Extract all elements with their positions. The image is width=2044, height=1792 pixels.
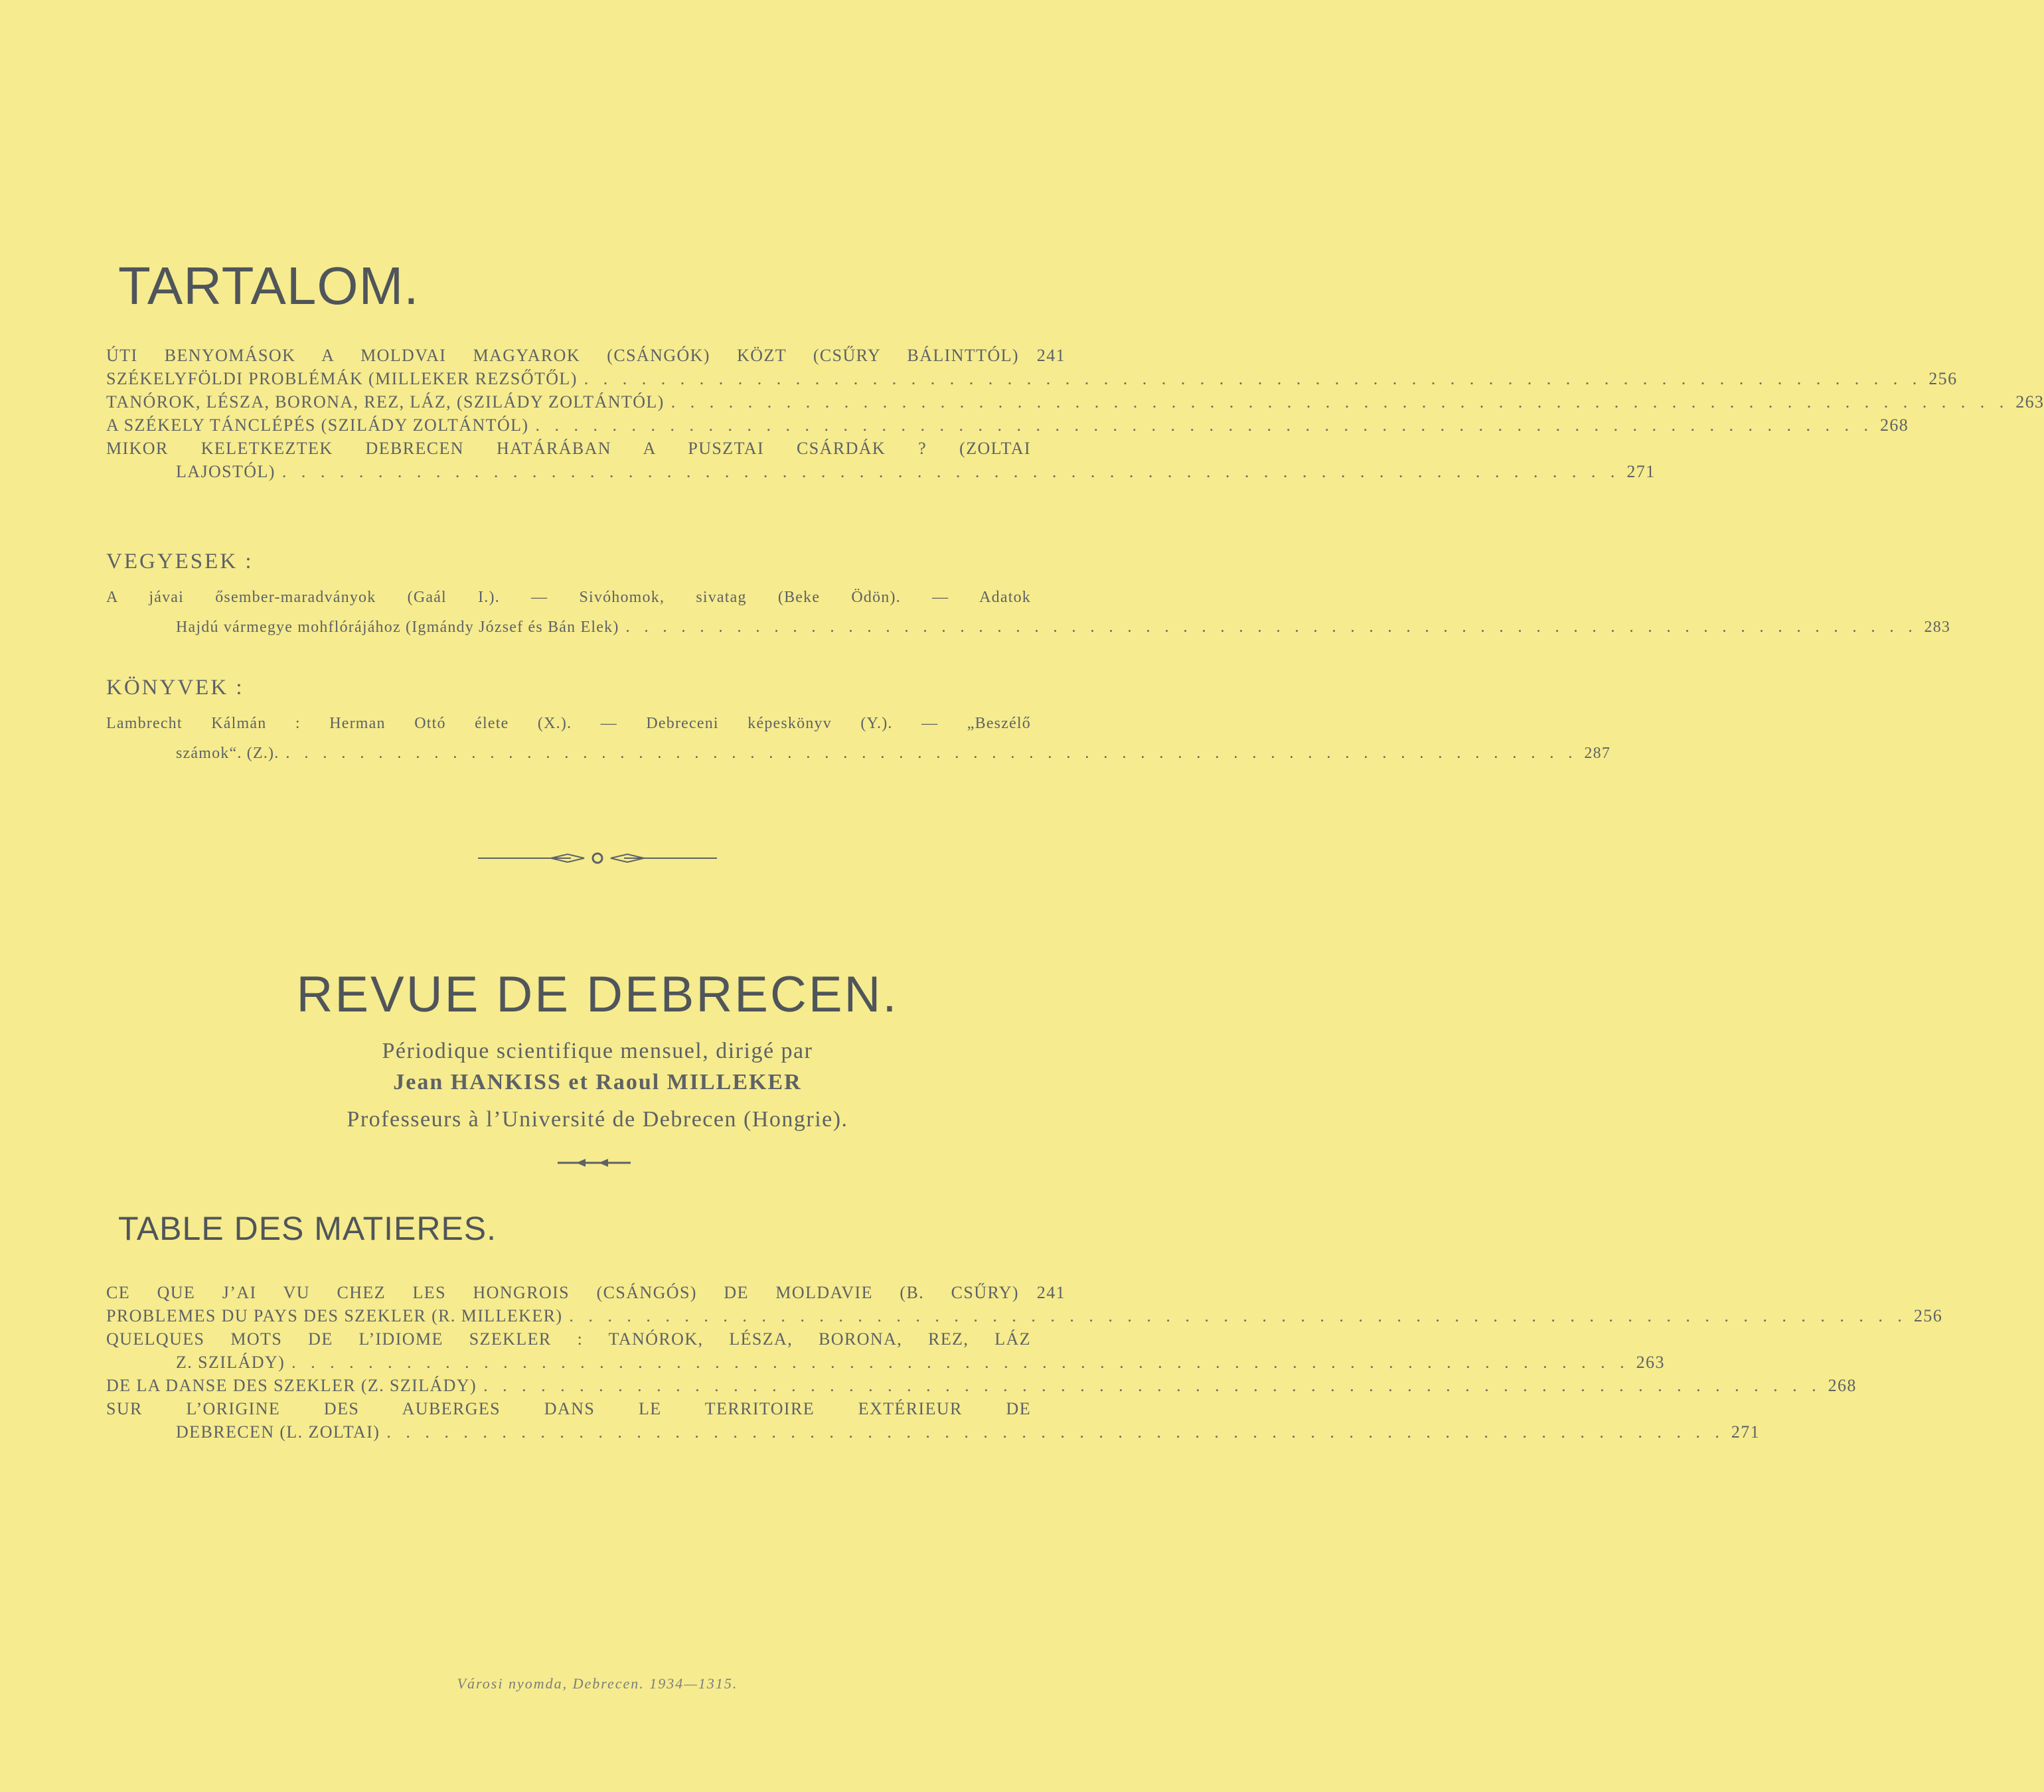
revue-editors: Jean HANKISS et Raoul MILLEKER <box>393 1070 802 1094</box>
vegyesek-line <box>106 613 1951 642</box>
toc-entry-page: 256 <box>1928 369 1958 388</box>
table-des-matieres-list <box>106 1281 1943 1444</box>
vegyesek-text: Hajdú vármegye mohflórájához (Igmándy József és Bán Elek) <box>176 619 619 636</box>
toc-entry <box>106 437 1065 460</box>
konyvek-line <box>106 709 1065 739</box>
toc-entry-title: SUR L’ORIGINE DES AUBERGES DANS LE TERRITOIRE EXTÉRIEUR DE <box>106 1399 1031 1418</box>
toc-entry <box>106 1304 1943 1327</box>
konyvek-line <box>106 739 1611 769</box>
toc-entry <box>106 413 1909 437</box>
toc-entry-page: 241 <box>1036 346 1065 365</box>
toc-entry-title: A SZÉKELY TÁNCLÉPÉS (SZILÁDY ZOLTÁNTÓL) <box>106 415 529 435</box>
vegyesek-heading: VEGYESEK : <box>106 550 254 573</box>
toc-entry-continuation <box>106 460 1656 483</box>
toc-entry-title: QUELQUES MOTS DE L’IDIOME SZEKLER : TANÓROK, LÉSZA, BORONA, REZ, LÁZ <box>106 1329 1031 1349</box>
tartalom-heading: TARTALOM. <box>118 256 420 315</box>
dot-leader: . . . . . . . . . . . . . . . . . . . . . . . . . . . . . . . . . . . . . . . . . . . . . . . . . . . . . . . . . . . . . . . . . . . . . . <box>291 1353 1630 1372</box>
dot-leader: . . . . . . . . . . . . . . . . . . . . . . . . . . . . . . . . . . . . . . . . . . . . . . . . . . . . . . . . . . . . . . . . . . . . . . <box>625 619 1918 636</box>
dot-leader: . . . . . . . . . . . . . . . . . . . . . . . . . . . . . . . . . . . . . . . . . . . . . . . . . . . . . . . . . . . . . . . . . . . . . . <box>281 462 1620 481</box>
toc-entry <box>106 1327 1065 1351</box>
revue-affiliation: Professeurs à l’Université de Debrecen (Hongrie). <box>347 1107 848 1132</box>
toc-entry-page: 263 <box>2015 392 2044 411</box>
toc-entry-title: PROBLEMES DU PAYS DES SZEKLER (R. MILLEKER) <box>106 1306 563 1325</box>
toc-entry-title: SZÉKELYFÖLDI PROBLÉMÁK (MILLEKER REZSŐTŐL) <box>106 369 578 388</box>
toc-entry-page: 241 <box>1036 1283 1065 1302</box>
toc-entry <box>106 367 1958 390</box>
toc-entry <box>106 1374 1857 1397</box>
toc-entry-page: 263 <box>1636 1353 1665 1372</box>
toc-entry-page: 271 <box>1626 462 1656 481</box>
dot-leader: . . . . . . . . . . . . . . . . . . . . . . . . . . . . . . . . . . . . . . . . . . . . . . . . . . . . . . . . . . . . . . . . . . . . . . <box>535 415 1873 435</box>
revue-title: REVUE DE DEBRECEN. <box>296 966 899 1023</box>
toc-entry-page: 268 <box>1879 415 1909 435</box>
toc-entry <box>106 1397 1065 1420</box>
konyvek-text: számok“. (Z.). <box>176 745 279 762</box>
konyvek-heading: KÖNYVEK : <box>106 676 244 700</box>
toc-entry-continuation <box>106 1351 1665 1374</box>
toc-entry-title: LAJOSTÓL) <box>176 462 275 481</box>
toc-entry-title: ÚTI BENYOMÁSOK A MOLDVAI MAGYAROK (CSÁNGÓK) KÖZT (CSŰRY BÁLINTTÓL) <box>106 346 1019 365</box>
vegyesek-line <box>106 583 1065 613</box>
toc-entry-page: 268 <box>1828 1376 1857 1395</box>
tartalom-list <box>106 344 2044 483</box>
toc-entry-page: 256 <box>1913 1306 1943 1325</box>
toc-entry-title: MIKOR KELETKEZTEK DEBRECEN HATÁRÁBAN A PUSZTAI CSÁRDÁK ? (ZOLTAI <box>106 439 1031 458</box>
dot-leader: . . . . . . . . . . . . . . . . . . . . . . . . . . . . . . . . . . . . . . . . . . . . . . . . . . . . . . . . . . . . . . . . . . . . . . <box>584 369 1923 388</box>
toc-entry-title: DEBRECEN (L. ZOLTAI) <box>176 1422 380 1442</box>
vegyesek-page: 283 <box>1924 619 1951 636</box>
dot-leader: . . . . . . . . . . . . . . . . . . . . . . . . . . . . . . . . . . . . . . . . . . . . . . . . . . . . . . . . . . . . . . . . . . . . . . <box>670 392 2009 411</box>
vegyesek-list <box>106 583 1951 642</box>
small-ornament <box>558 1156 631 1169</box>
table-des-matieres-heading: TABLE DES MATIERES. <box>118 1210 497 1247</box>
dot-leader: . . . . . . . . . . . . . . . . . . . . . . . . . . . . . . . . . . . . . . . . . . . . . . . . . . . . . . . . . . . . . . . . . . . . . . <box>569 1306 1907 1325</box>
revue-subtitle: Périodique scientifique mensuel, dirigé par <box>382 1039 813 1063</box>
toc-entry-title: TANÓROK, LÉSZA, BORONA, REZ, LÁZ, (SZILÁDY ZOLTÁNTÓL) <box>106 392 665 411</box>
toc-entry-title: Z. SZILÁDY) <box>176 1353 285 1372</box>
vegyesek-text: A jávai ősember-maradványok (Gaál I.). — Sivóhomok, sivatag (Beke Ödön). — Adatok <box>106 589 1031 606</box>
dot-leader: . . . . . . . . . . . . . . . . . . . . . . . . . . . . . . . . . . . . . . . . . . . . . . . . . . . . . . . . . . . . . . . . . . . . . . <box>386 1422 1725 1442</box>
toc-entry-title: CE QUE J’AI VU CHEZ LES HONGROIS (CSÁNGÓS) DE MOLDAVIE (B. CSŰRY) <box>106 1283 1019 1302</box>
konyvek-list <box>106 709 1611 769</box>
ornament-divider <box>478 848 717 868</box>
toc-entry <box>106 344 1065 367</box>
konyvek-text: Lambrecht Kálmán : Herman Ottó élete (X.). — Debreceni képeskönyv (Y.). — „Beszélő <box>106 715 1031 732</box>
toc-entry-continuation <box>106 1420 1761 1444</box>
printer-imprint: Városi nyomda, Debrecen. 1934—1315. <box>457 1675 738 1692</box>
konyvek-page: 287 <box>1584 745 1611 762</box>
dot-leader: . . . . . . . . . . . . . . . . . . . . . . . . . . . . . . . . . . . . . . . . . . . . . . . . . . . . . . . . . . . . . . . . . . . . . . <box>483 1376 1822 1395</box>
dot-leader: . . . . . . . . . . . . . . . . . . . . . . . . . . . . . . . . . . . . . . . . . . . . . . . . . . . . . . . . . . . . . . . . . . . . . . <box>285 745 1578 762</box>
toc-entry-title: DE LA DANSE DES SZEKLER (Z. SZILÁDY) <box>106 1376 477 1395</box>
toc-entry-page: 271 <box>1731 1422 1761 1442</box>
toc-entry <box>106 390 2044 413</box>
toc-entry <box>106 1281 1065 1304</box>
